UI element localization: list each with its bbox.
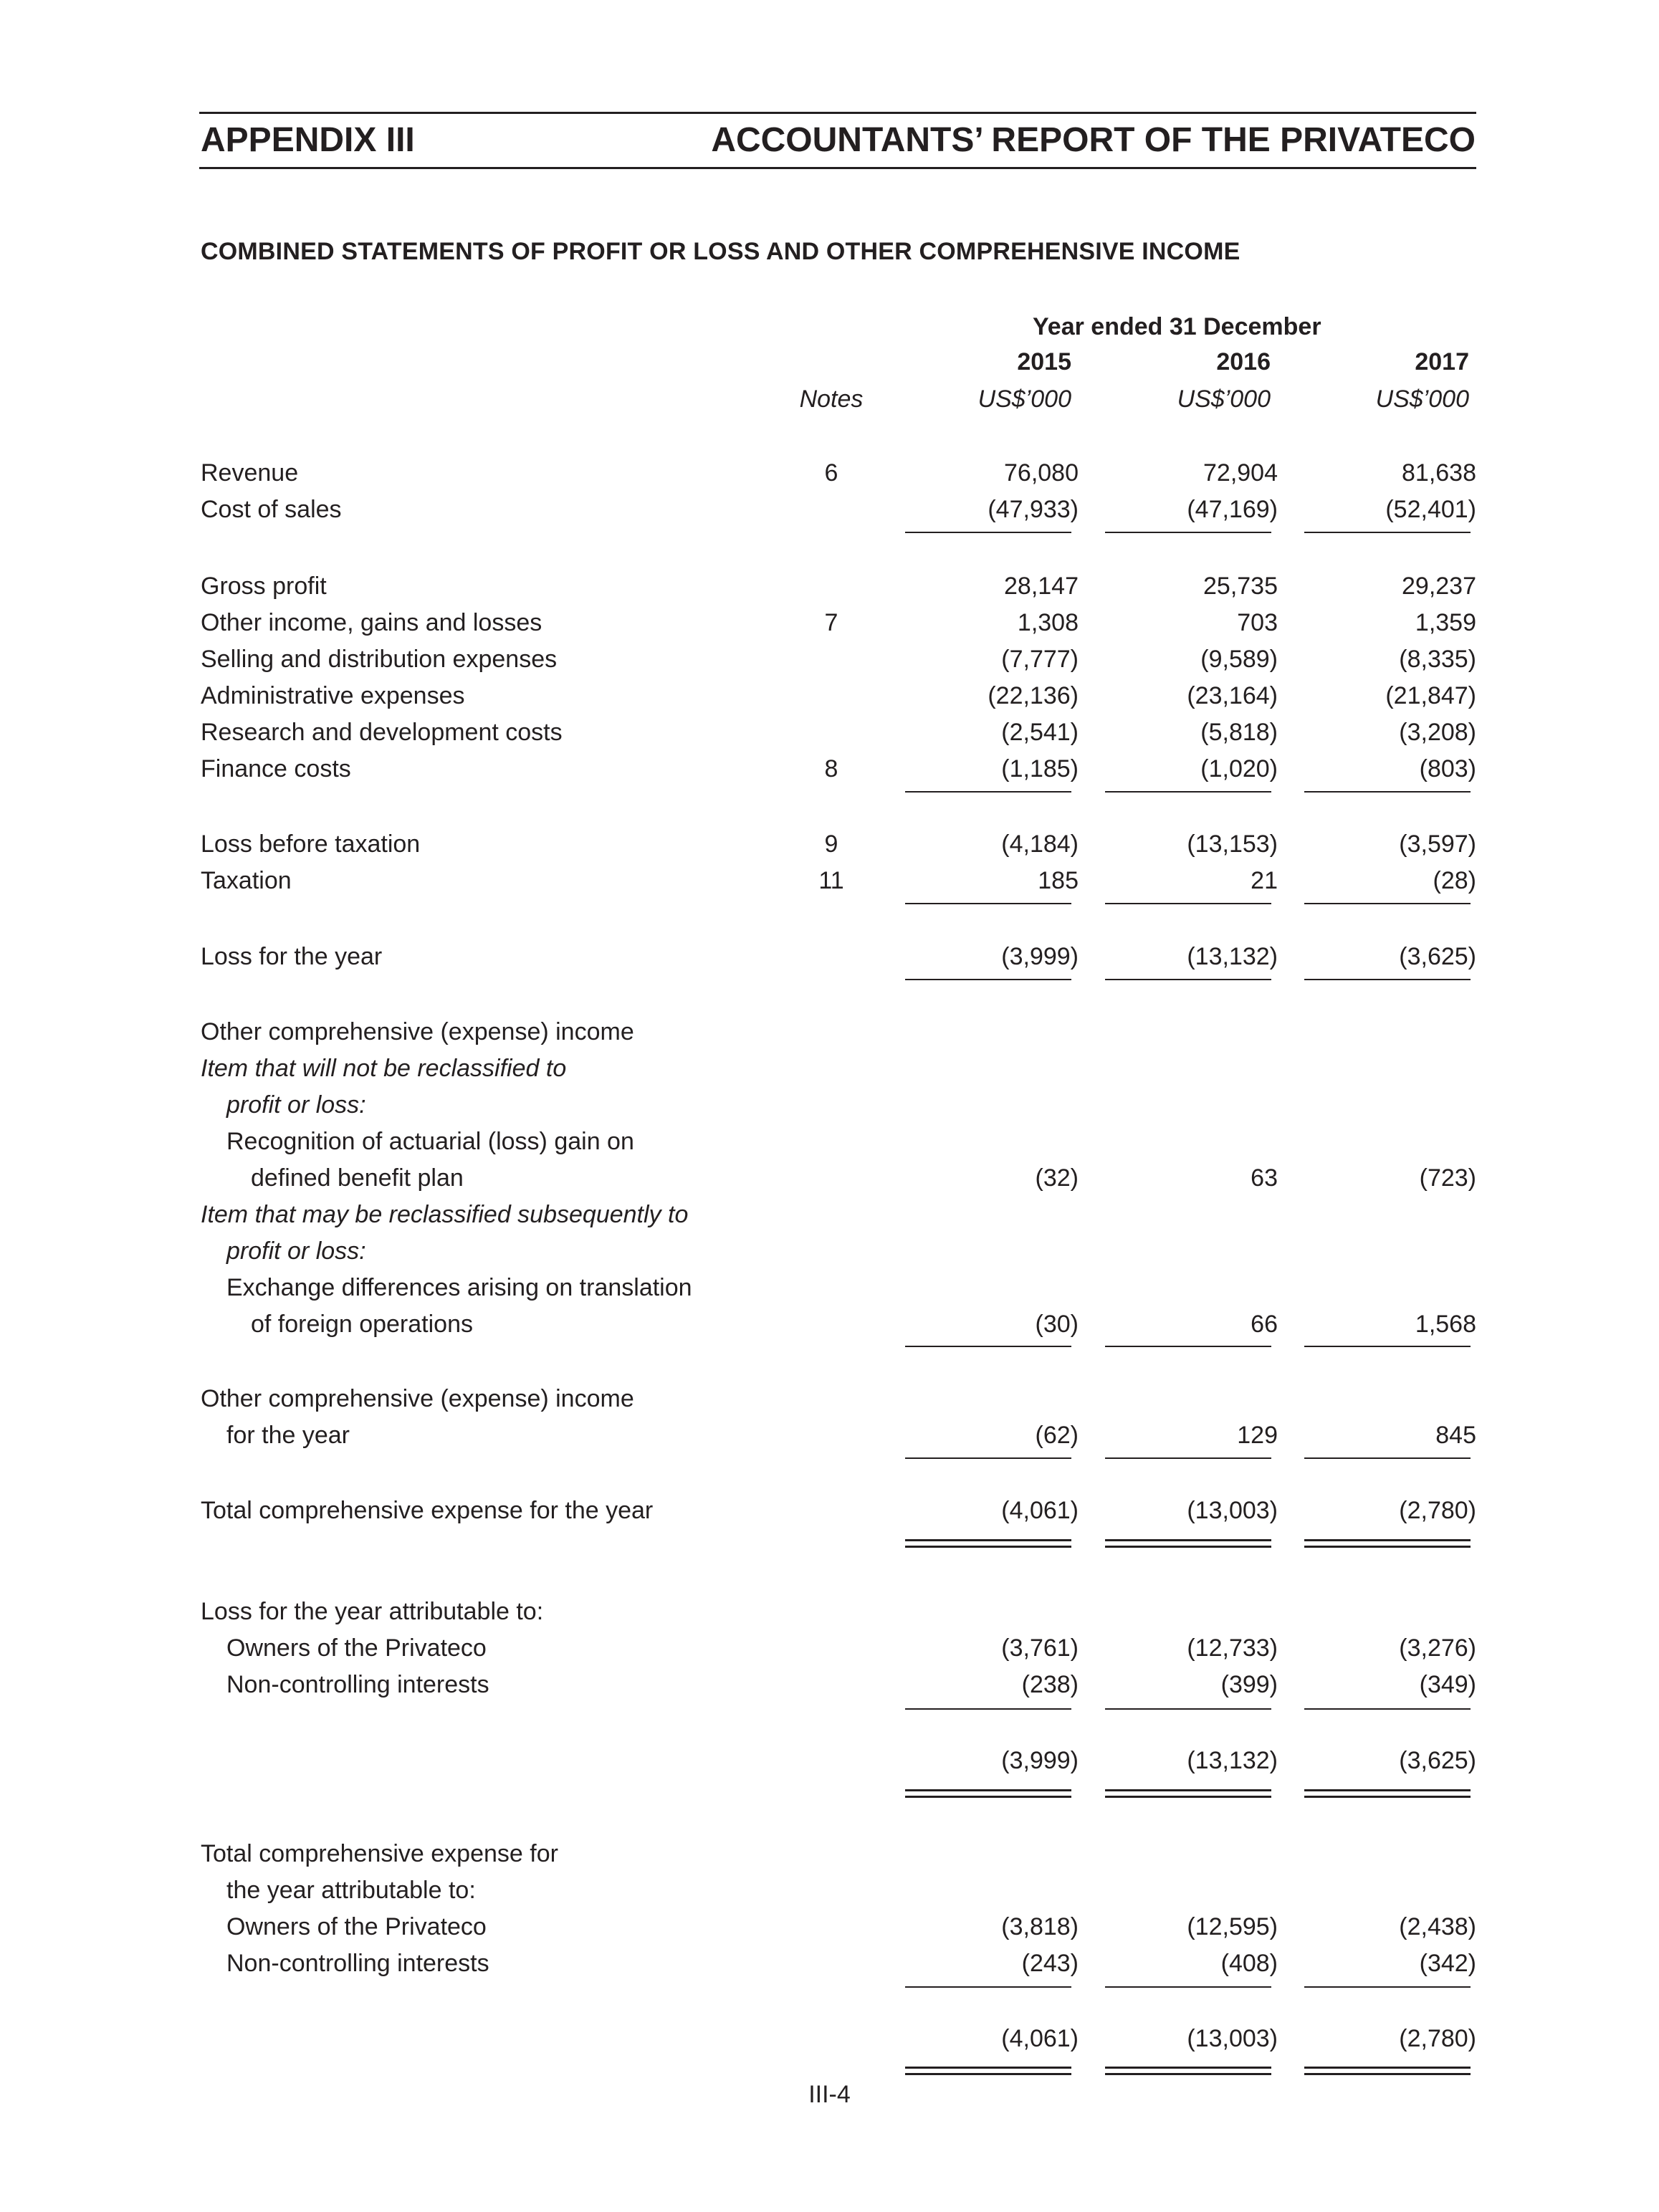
subsection-heading: Item that will not be reclassified to	[201, 1055, 567, 1082]
table-row	[0, 1014, 1659, 1050]
value-2016: (12,595)	[1187, 1913, 1278, 1940]
subtotal-rule	[1105, 532, 1271, 533]
value-2016: 21	[1251, 867, 1278, 894]
subtotal-rule	[1105, 903, 1271, 904]
value-2015: (238)	[1021, 1671, 1079, 1698]
subtotal-rule	[905, 1457, 1071, 1459]
row-label: Recognition of actuarial (loss) gain on	[226, 1128, 634, 1155]
value-2015: (22,136)	[988, 682, 1079, 709]
table-row	[0, 1836, 1659, 1872]
table-row	[0, 1743, 1659, 1779]
table-row	[0, 1417, 1659, 1454]
value-2017: (723)	[1419, 1164, 1476, 1192]
subtotal-rule	[905, 1708, 1071, 1710]
value-2017: (3,276)	[1399, 1634, 1476, 1662]
value-2016: (13,003)	[1187, 1497, 1278, 1524]
unit-2016-heading: US$’000	[1177, 386, 1271, 413]
subtotal-rule	[905, 532, 1071, 533]
table-row	[0, 1270, 1659, 1306]
table-row	[0, 714, 1659, 751]
value-2017: (3,597)	[1399, 830, 1476, 858]
value-2016: (13,132)	[1187, 1747, 1278, 1774]
table-row	[0, 826, 1659, 863]
subtotal-rule	[1304, 532, 1471, 533]
table-row	[0, 1909, 1659, 1945]
subtotal-rule	[1304, 1708, 1471, 1710]
value-2017: (21,847)	[1385, 682, 1476, 709]
subtotal-rule	[1304, 1986, 1471, 1988]
total-double-rule	[1304, 1539, 1471, 1548]
row-label: Non-controlling interests	[226, 1671, 489, 1698]
total-double-rule	[905, 1539, 1071, 1548]
value-2016: (13,153)	[1187, 830, 1278, 858]
value-2017: (3,208)	[1399, 719, 1476, 746]
row-note: 6	[824, 459, 838, 487]
table-row	[0, 939, 1659, 975]
total-double-rule	[1304, 1789, 1471, 1798]
table-row	[0, 1233, 1659, 1270]
table-row	[0, 1630, 1659, 1667]
value-2015: (3,999)	[1001, 1747, 1079, 1774]
appendix-label: APPENDIX III	[201, 121, 415, 159]
subtotal-rule	[1105, 979, 1271, 980]
total-double-rule	[1304, 2067, 1471, 2075]
row-label: Cost of sales	[201, 496, 342, 523]
row-label: Taxation	[201, 867, 292, 894]
subtotal-rule	[1105, 1986, 1271, 1988]
subtotal-rule	[905, 1986, 1071, 1988]
row-label: defined benefit plan	[251, 1164, 464, 1192]
subtotal-rule	[1105, 791, 1271, 793]
total-double-rule	[905, 2067, 1071, 2075]
table-row	[0, 1667, 1659, 1703]
value-2015: (4,061)	[1001, 2025, 1079, 2052]
value-2015: (2,541)	[1001, 719, 1079, 746]
value-2017: (2,780)	[1399, 1497, 1476, 1524]
value-2017: 29,237	[1402, 573, 1476, 600]
value-2016: (13,003)	[1187, 2025, 1278, 2052]
value-2015: (1,185)	[1001, 755, 1079, 782]
subsection-heading: profit or loss:	[226, 1237, 366, 1265]
table-row	[0, 641, 1659, 678]
table-row	[0, 678, 1659, 714]
value-2016: (9,589)	[1200, 646, 1278, 673]
subtotal-rule	[1304, 1346, 1471, 1347]
total-double-rule	[1105, 1539, 1271, 1548]
table-row	[0, 751, 1659, 787]
value-2017: 845	[1435, 1422, 1476, 1449]
value-2015: (4,061)	[1001, 1497, 1079, 1524]
page-number: III-4	[808, 2081, 851, 2108]
row-label: Gross profit	[201, 573, 327, 600]
row-label: Owners of the Privateco	[226, 1634, 487, 1662]
value-2015: (3,999)	[1001, 943, 1079, 970]
value-2017: (2,438)	[1399, 1913, 1476, 1940]
row-label: for the year	[226, 1422, 350, 1449]
table-row	[0, 492, 1659, 528]
subtotal-rule	[1304, 979, 1471, 980]
total-double-rule	[1105, 1789, 1271, 1798]
value-2015: 185	[1038, 867, 1079, 894]
value-2016: 703	[1237, 609, 1278, 636]
row-label: Exchange differences arising on translation	[226, 1274, 692, 1301]
value-2017: (342)	[1419, 1950, 1476, 1977]
value-2015: (7,777)	[1001, 646, 1079, 673]
table-row	[0, 863, 1659, 899]
value-2016: 129	[1237, 1422, 1278, 1449]
value-2016: (5,818)	[1200, 719, 1278, 746]
value-2016: (12,733)	[1187, 1634, 1278, 1662]
value-2017: 1,359	[1415, 609, 1476, 636]
value-2016: 66	[1251, 1311, 1278, 1338]
table-row	[0, 1197, 1659, 1233]
value-2017: (3,625)	[1399, 1747, 1476, 1774]
table-row	[0, 1594, 1659, 1630]
value-2016: 25,735	[1203, 573, 1278, 600]
table-row	[0, 1381, 1659, 1417]
row-label: of foreign operations	[251, 1311, 473, 1338]
value-2015: (30)	[1035, 1311, 1079, 1338]
subtotal-rule	[1304, 1457, 1471, 1459]
table-row	[0, 455, 1659, 492]
subtotal-rule	[1304, 903, 1471, 904]
value-2015: (47,933)	[988, 496, 1079, 523]
value-2016: (1,020)	[1200, 755, 1278, 782]
row-label: Selling and distribution expenses	[201, 646, 558, 673]
subsection-heading: Item that may be reclassified subsequently to	[201, 1201, 689, 1228]
value-2017: (28)	[1433, 867, 1476, 894]
value-2016: (23,164)	[1187, 682, 1278, 709]
table-row	[0, 1945, 1659, 1982]
table-row	[0, 605, 1659, 641]
period-heading: Year ended 31 December	[1033, 313, 1321, 340]
table-row	[0, 1306, 1659, 1343]
row-label: Revenue	[201, 459, 299, 487]
unit-2017-heading: US$’000	[1375, 386, 1469, 413]
value-2015: (4,184)	[1001, 830, 1079, 858]
row-label: Other income, gains and losses	[201, 609, 542, 636]
value-2015: (3,761)	[1001, 1634, 1079, 1662]
table-row	[0, 1124, 1659, 1160]
statement-title: COMBINED STATEMENTS OF PROFIT OR LOSS AND OTHER COMPREHENSIVE INCOME	[201, 238, 1240, 265]
row-label: Total comprehensive expense for the year	[201, 1497, 654, 1524]
section-heading: Other comprehensive (expense) income	[201, 1018, 634, 1045]
table-row	[0, 1050, 1659, 1087]
table-row	[0, 1160, 1659, 1197]
subtotal-rule	[905, 791, 1071, 793]
value-2017: (2,780)	[1399, 2025, 1476, 2052]
value-2015: 1,308	[1017, 609, 1079, 636]
value-2017: (803)	[1419, 755, 1476, 782]
subtotal-rule	[905, 979, 1071, 980]
year-2015-heading: 2015	[1017, 348, 1071, 375]
value-2015: 76,080	[1004, 459, 1079, 487]
subtotal-rule	[1105, 1708, 1271, 1710]
total-double-rule	[1105, 2067, 1271, 2075]
table-row	[0, 1493, 1659, 1529]
row-label: Other comprehensive (expense) income	[201, 1385, 634, 1412]
value-2017: 81,638	[1402, 459, 1476, 487]
section-heading: Loss for the year attributable to:	[201, 1598, 544, 1625]
value-2017: (349)	[1419, 1671, 1476, 1698]
report-title: ACCOUNTANTS’ REPORT OF THE PRIVATECO	[711, 121, 1476, 159]
value-2015: (62)	[1035, 1422, 1079, 1449]
value-2015: (243)	[1021, 1950, 1079, 1977]
value-2016: (408)	[1220, 1950, 1278, 1977]
value-2015: (3,818)	[1001, 1913, 1079, 1940]
row-label: Finance costs	[201, 755, 351, 782]
subtotal-rule	[1105, 1457, 1271, 1459]
subtotal-rule	[1304, 791, 1471, 793]
unit-2015-heading: US$’000	[977, 386, 1071, 413]
row-note: 9	[824, 830, 838, 858]
row-note: 11	[818, 867, 844, 894]
value-2015: 28,147	[1004, 573, 1079, 600]
row-note: 7	[824, 609, 838, 636]
table-row	[0, 2021, 1659, 2057]
row-label: Owners of the Privateco	[226, 1913, 487, 1940]
section-heading: the year attributable to:	[226, 1877, 476, 1904]
value-2017: 1,568	[1415, 1311, 1476, 1338]
header-bottom-rule	[199, 167, 1476, 169]
value-2016: 72,904	[1203, 459, 1278, 487]
value-2017: (8,335)	[1399, 646, 1476, 673]
value-2017: (3,625)	[1399, 943, 1476, 970]
table-row	[0, 568, 1659, 605]
value-2017: (52,401)	[1385, 496, 1476, 523]
row-label: Administrative expenses	[201, 682, 465, 709]
row-label: Non-controlling interests	[226, 1950, 489, 1977]
value-2016: (47,169)	[1187, 496, 1278, 523]
row-label: Loss before taxation	[201, 830, 421, 858]
subtotal-rule	[1105, 1346, 1271, 1347]
subtotal-rule	[905, 903, 1071, 904]
row-label: Loss for the year	[201, 943, 383, 970]
year-2016-heading: 2016	[1216, 348, 1271, 375]
subtotal-rule	[905, 1346, 1071, 1347]
subsection-heading: profit or loss:	[226, 1091, 366, 1119]
total-double-rule	[905, 1789, 1071, 1798]
table-row	[0, 1087, 1659, 1124]
row-label: Research and development costs	[201, 719, 563, 746]
value-2016: (13,132)	[1187, 943, 1278, 970]
value-2016: (399)	[1220, 1671, 1278, 1698]
value-2015: (32)	[1035, 1164, 1079, 1192]
notes-heading: Notes	[799, 386, 864, 413]
row-note: 8	[824, 755, 838, 782]
header-top-rule	[199, 112, 1476, 114]
table-row	[0, 1872, 1659, 1909]
value-2016: 63	[1251, 1164, 1278, 1192]
section-heading: Total comprehensive expense for	[201, 1840, 558, 1867]
year-2017-heading: 2017	[1415, 348, 1469, 375]
